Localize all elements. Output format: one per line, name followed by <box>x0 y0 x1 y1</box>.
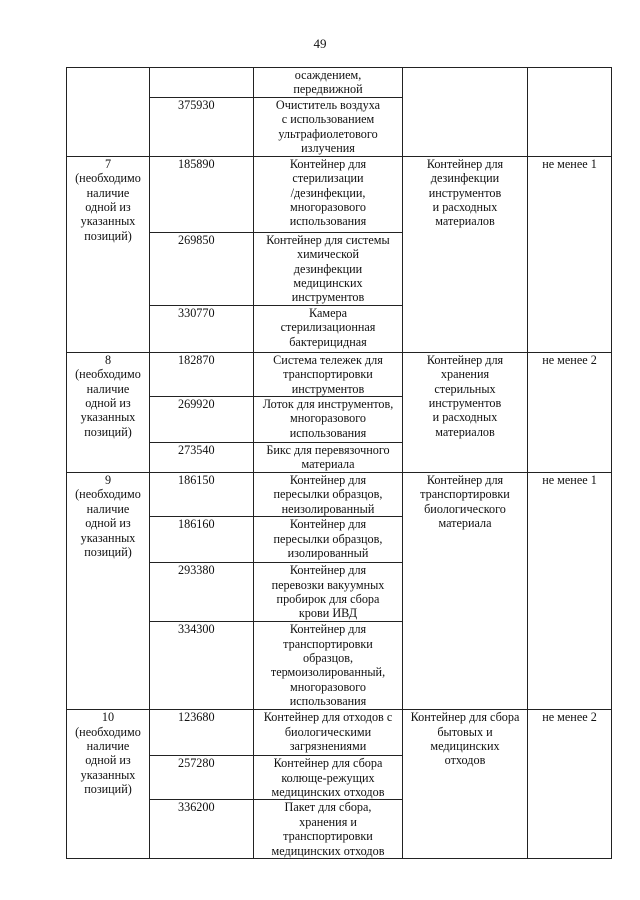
position-text: указанных <box>80 214 136 229</box>
purpose-text: дезинфекции <box>430 171 500 186</box>
purpose-text: бытовых и <box>437 724 493 739</box>
quantity-cell <box>528 68 612 157</box>
code-cell <box>150 397 254 443</box>
item-name-text: излучения <box>301 141 355 156</box>
item-name-text: многоразового <box>289 200 366 215</box>
item-name-text: загрязнениями <box>289 738 367 753</box>
item-name-text: инструментов <box>291 290 365 305</box>
code-text: 269850 <box>178 232 215 247</box>
position-text: одной из <box>85 200 131 215</box>
item-name-cell <box>254 97 403 156</box>
position-cell <box>67 352 150 472</box>
quantity-cell <box>528 352 612 472</box>
position-cell <box>67 156 150 352</box>
item-name-text: Контейнер для <box>289 156 367 171</box>
item-name-text: крови ИВД <box>298 606 358 621</box>
position-text: (необходимо <box>75 724 141 739</box>
position-text: позиций) <box>84 782 132 797</box>
code-text: 186150 <box>178 472 215 487</box>
quantity-cell <box>528 156 612 352</box>
item-name-text: медицинских отходов <box>271 843 385 858</box>
table-row <box>67 352 612 396</box>
quantity-text: не менее 2 <box>542 352 597 367</box>
purpose-text: хранения <box>440 367 490 382</box>
item-name-text: многоразового <box>289 679 366 694</box>
purpose-cell <box>403 352 528 472</box>
item-name-text: стерилизации <box>292 171 364 186</box>
item-name-text: перевозки вакуумных <box>271 577 385 592</box>
purpose-text: Контейнер для <box>426 156 504 171</box>
purpose-text: инструментов <box>428 185 502 200</box>
item-name-cell <box>254 622 403 710</box>
item-name-cell <box>254 472 403 516</box>
item-name-cell <box>254 232 403 305</box>
purpose-text: инструментов <box>428 396 502 411</box>
position-text: одной из <box>85 753 131 768</box>
position-text: наличие <box>86 381 130 396</box>
item-name-cell <box>254 397 403 443</box>
quantity-text: не менее 2 <box>542 710 597 725</box>
item-name-text: Система тележек для <box>273 352 383 367</box>
item-name-text: пересылки образцов, <box>273 487 383 502</box>
item-name-text: использования <box>289 214 367 229</box>
quantity-text: не менее 1 <box>542 156 597 171</box>
code-text: 293380 <box>178 563 215 578</box>
item-name-text: транспортировки <box>283 367 373 382</box>
position-cell <box>67 472 150 709</box>
item-name-cell <box>254 710 403 756</box>
table-row <box>67 472 612 516</box>
position-cell <box>67 710 150 859</box>
code-cell <box>150 156 254 232</box>
item-name-text: передвижной <box>293 82 363 97</box>
item-name-text: использования <box>289 694 367 709</box>
code-cell <box>150 710 254 756</box>
item-name-text: медицинских отходов <box>271 784 385 799</box>
item-name-text: образцов, <box>302 650 354 665</box>
purpose-text: биологического <box>424 501 506 516</box>
item-name-text: Контейнер для <box>289 563 367 578</box>
position-text: (необходимо <box>75 487 141 502</box>
code-cell <box>150 305 254 352</box>
item-name-text: дезинфекции <box>293 261 363 276</box>
item-name-text: медицинских <box>293 276 363 291</box>
code-text: 257280 <box>178 756 215 771</box>
purpose-text: стерильных <box>434 381 496 396</box>
code-cell <box>150 517 254 563</box>
item-name-cell <box>254 756 403 800</box>
position-text: наличие <box>86 738 130 753</box>
item-name-text: Контейнер для сбора <box>273 756 383 771</box>
page-number: 49 <box>313 36 327 51</box>
item-name-text: Бикс для перевязочного <box>266 443 390 458</box>
code-text: 334300 <box>178 622 215 637</box>
item-name-text: Контейнер для <box>289 517 367 532</box>
purpose-text: материала <box>438 516 492 531</box>
code-cell <box>150 232 254 305</box>
position-text: одной из <box>85 396 131 411</box>
code-text: 123680 <box>178 710 215 725</box>
position-text: наличие <box>86 185 130 200</box>
item-name-text: пробирок для сбора <box>276 591 380 606</box>
code-cell <box>150 756 254 800</box>
purpose-cell <box>403 710 528 859</box>
code-cell <box>150 472 254 516</box>
quantity-text: не менее 1 <box>542 472 597 487</box>
position-text: наличие <box>86 501 130 516</box>
item-name-cell <box>254 156 403 232</box>
equipment-table <box>66 67 612 859</box>
table-row <box>67 156 612 232</box>
position-text: указанных <box>80 530 136 545</box>
position-text: позиций) <box>84 228 132 243</box>
purpose-text: материалов <box>435 424 495 439</box>
position-text: позиций) <box>84 424 132 439</box>
code-cell <box>150 352 254 396</box>
position-text: (необходимо <box>75 367 141 382</box>
code-text: 186160 <box>178 517 215 532</box>
purpose-text: и расходных <box>432 410 498 425</box>
item-name-text: колюще-режущих <box>281 770 375 785</box>
purpose-text: Контейнер для <box>426 472 504 487</box>
item-name-cell <box>254 517 403 563</box>
purpose-text: транспортировки <box>420 487 510 502</box>
code-text: 330770 <box>178 305 215 320</box>
item-name-text: многоразового <box>289 411 366 426</box>
item-name-text: Очиститель воздуха <box>275 97 381 112</box>
item-name-text: термоизолированный, <box>270 665 386 680</box>
item-name-text: изолированный <box>287 545 369 560</box>
position-text: 10 <box>101 710 115 725</box>
position-text: (необходимо <box>75 171 141 186</box>
code-cell <box>150 800 254 859</box>
item-name-cell <box>254 563 403 622</box>
code-cell <box>150 443 254 473</box>
purpose-cell <box>403 472 528 709</box>
item-name-text: транспортировки <box>283 829 373 844</box>
item-name-text: осаждением, <box>294 68 362 82</box>
position-text: позиций) <box>84 544 132 559</box>
table-row <box>67 710 612 756</box>
item-name-cell <box>254 443 403 473</box>
purpose-text: Контейнер для <box>426 352 504 367</box>
position-text: 9 <box>104 472 112 487</box>
item-name-text: стерилизационная <box>280 320 376 335</box>
position-text: указанных <box>80 767 136 782</box>
item-name-cell <box>254 800 403 859</box>
code-text: 185890 <box>178 156 215 171</box>
position-text: одной из <box>85 516 131 531</box>
item-name-cell <box>254 352 403 396</box>
purpose-text: и расходных <box>432 200 498 215</box>
purpose-text: отходов <box>444 753 486 768</box>
item-name-text: Контейнер для <box>289 622 367 637</box>
item-name-text: материала <box>301 457 355 472</box>
code-text: 273540 <box>178 443 215 458</box>
item-name-text: Контейнер для <box>289 472 367 487</box>
item-name-text: неизолированный <box>281 501 375 516</box>
code-cell <box>150 68 254 98</box>
code-text: 269920 <box>178 397 215 412</box>
item-name-text: с использованием <box>281 112 375 127</box>
purpose-text: Контейнер для сбора <box>410 710 520 725</box>
purpose-text: материалов <box>435 214 495 229</box>
item-name-text: бактерицидная <box>289 334 367 349</box>
position-text: 7 <box>104 156 112 171</box>
code-text: 375930 <box>178 97 215 112</box>
item-name-text: хранения и <box>299 814 357 829</box>
code-text: 182870 <box>178 352 215 367</box>
code-text: 336200 <box>178 800 215 815</box>
item-name-text: биологическими <box>284 724 372 739</box>
item-name-text: Контейнер для системы <box>266 232 390 247</box>
code-cell <box>150 563 254 622</box>
item-name-text: химической <box>296 247 360 262</box>
item-name-text: инструментов <box>291 381 365 396</box>
purpose-text: медицинских <box>430 738 500 753</box>
item-name-text: Камера <box>308 305 347 320</box>
item-name-cell <box>254 68 403 98</box>
position-text: указанных <box>80 410 136 425</box>
item-name-text: использования <box>289 425 367 440</box>
item-name-text: пересылки образцов, <box>273 531 383 546</box>
item-name-text: /дезинфекции, <box>290 185 366 200</box>
purpose-cell <box>403 156 528 352</box>
item-name-text: Пакет для сбора, <box>284 800 372 815</box>
item-name-cell <box>254 305 403 352</box>
item-name-text: Контейнер для отходов с <box>263 710 393 725</box>
position-cell <box>67 68 150 157</box>
table-row <box>67 68 612 98</box>
item-name-text: Лоток для инструментов, <box>262 397 394 412</box>
code-cell <box>150 97 254 156</box>
position-text: 8 <box>104 352 112 367</box>
purpose-cell <box>403 68 528 157</box>
item-name-text: ультрафиолетового <box>278 126 378 141</box>
code-cell <box>150 622 254 710</box>
quantity-cell <box>528 710 612 859</box>
document-table <box>66 67 612 859</box>
item-name-text: транспортировки <box>283 636 373 651</box>
quantity-cell <box>528 472 612 709</box>
